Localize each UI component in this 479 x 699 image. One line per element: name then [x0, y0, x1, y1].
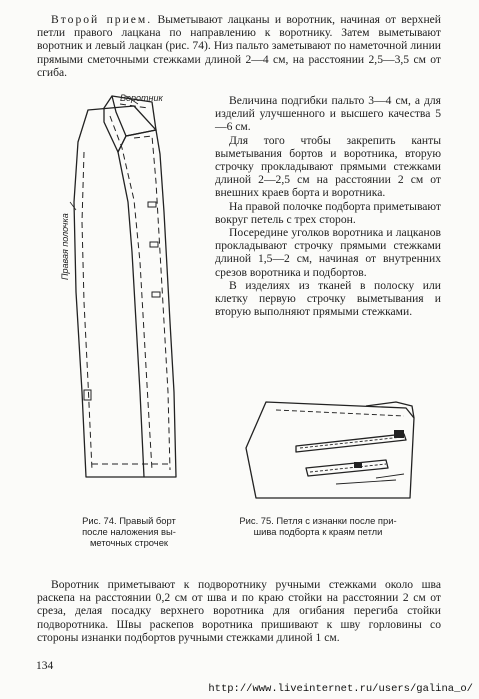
paragraph-striped-fabric: В изделиях из тканей в полоску или клетку первую строчку выметывания и вторую выполняют прямыми стежками.: [215, 278, 441, 319]
figure-75-caption: Рис. 75. Петля с изнанки после при- шива подборта к краям петли: [239, 515, 397, 537]
paragraph-collar-attach: Воротник приметывают к подворотнику ручными стежками около шва раскепа на расстоянии 0,2 см от шва и по краю стойки на расстоянии 2 см от среза, делая посадку верхнего воротника для огибания перегиба стойки подворотника. Швы раскепов воротника пришивают к шву горловины со стороны изнанки подбортов ручными стежками длиной 1 см.: [37, 578, 441, 644]
figure-74-caption: Рис. 74. Правый борт после наложения вы- меточных строчек: [82, 515, 176, 548]
paragraph-hem-depth: Величина подгибки пальто 3—4 см, а для изделий улучшенного и высшего качества 5—6 см.: [215, 94, 441, 134]
paragraph-corners: Посередине уголков воротника и лацканов прокладывают строчку прямыми стежками длиной 1,5—2 см, начиная от внутренних срезов воротника и подбортов.: [215, 226, 441, 279]
figure-75-drawing: [236, 388, 426, 506]
paragraph-second-stitch: Для того чтобы закрепить канты выметывания бортов и воротника, вторую строчку прокладывают прямыми стежками длиной 2—2,5 см на расстоянии 2 см от внешних краев борта и воротника.: [215, 133, 441, 200]
label-collar: Воротник: [120, 93, 163, 103]
figure-74-drawing: [56, 92, 186, 492]
watermark-url: http://www.liveinternet.ru/users/galina_o/: [208, 683, 473, 695]
label-right-front: Правая полочка: [60, 213, 70, 280]
method-heading: Второй прием.: [51, 13, 153, 26]
page-number: 134: [36, 660, 54, 672]
right-column-text: [215, 94, 441, 318]
paragraph-right-front: На правой полочке подборта приметывают вокруг петель с трех сторон.: [215, 199, 441, 226]
paragraph-second-method: Второй прием. Выметывают лацканы и воротник, начиная от верхней петли правого лацкана по направлению к воротнику. Затем выметывают воротник и левый лацкан (рис. 74). Низ пальто заметывают по наметочной линии прямыми сметочными стежками длиной 2—4 см, на расстоянии 2,5—3,5 см от сгиба.: [37, 13, 442, 79]
